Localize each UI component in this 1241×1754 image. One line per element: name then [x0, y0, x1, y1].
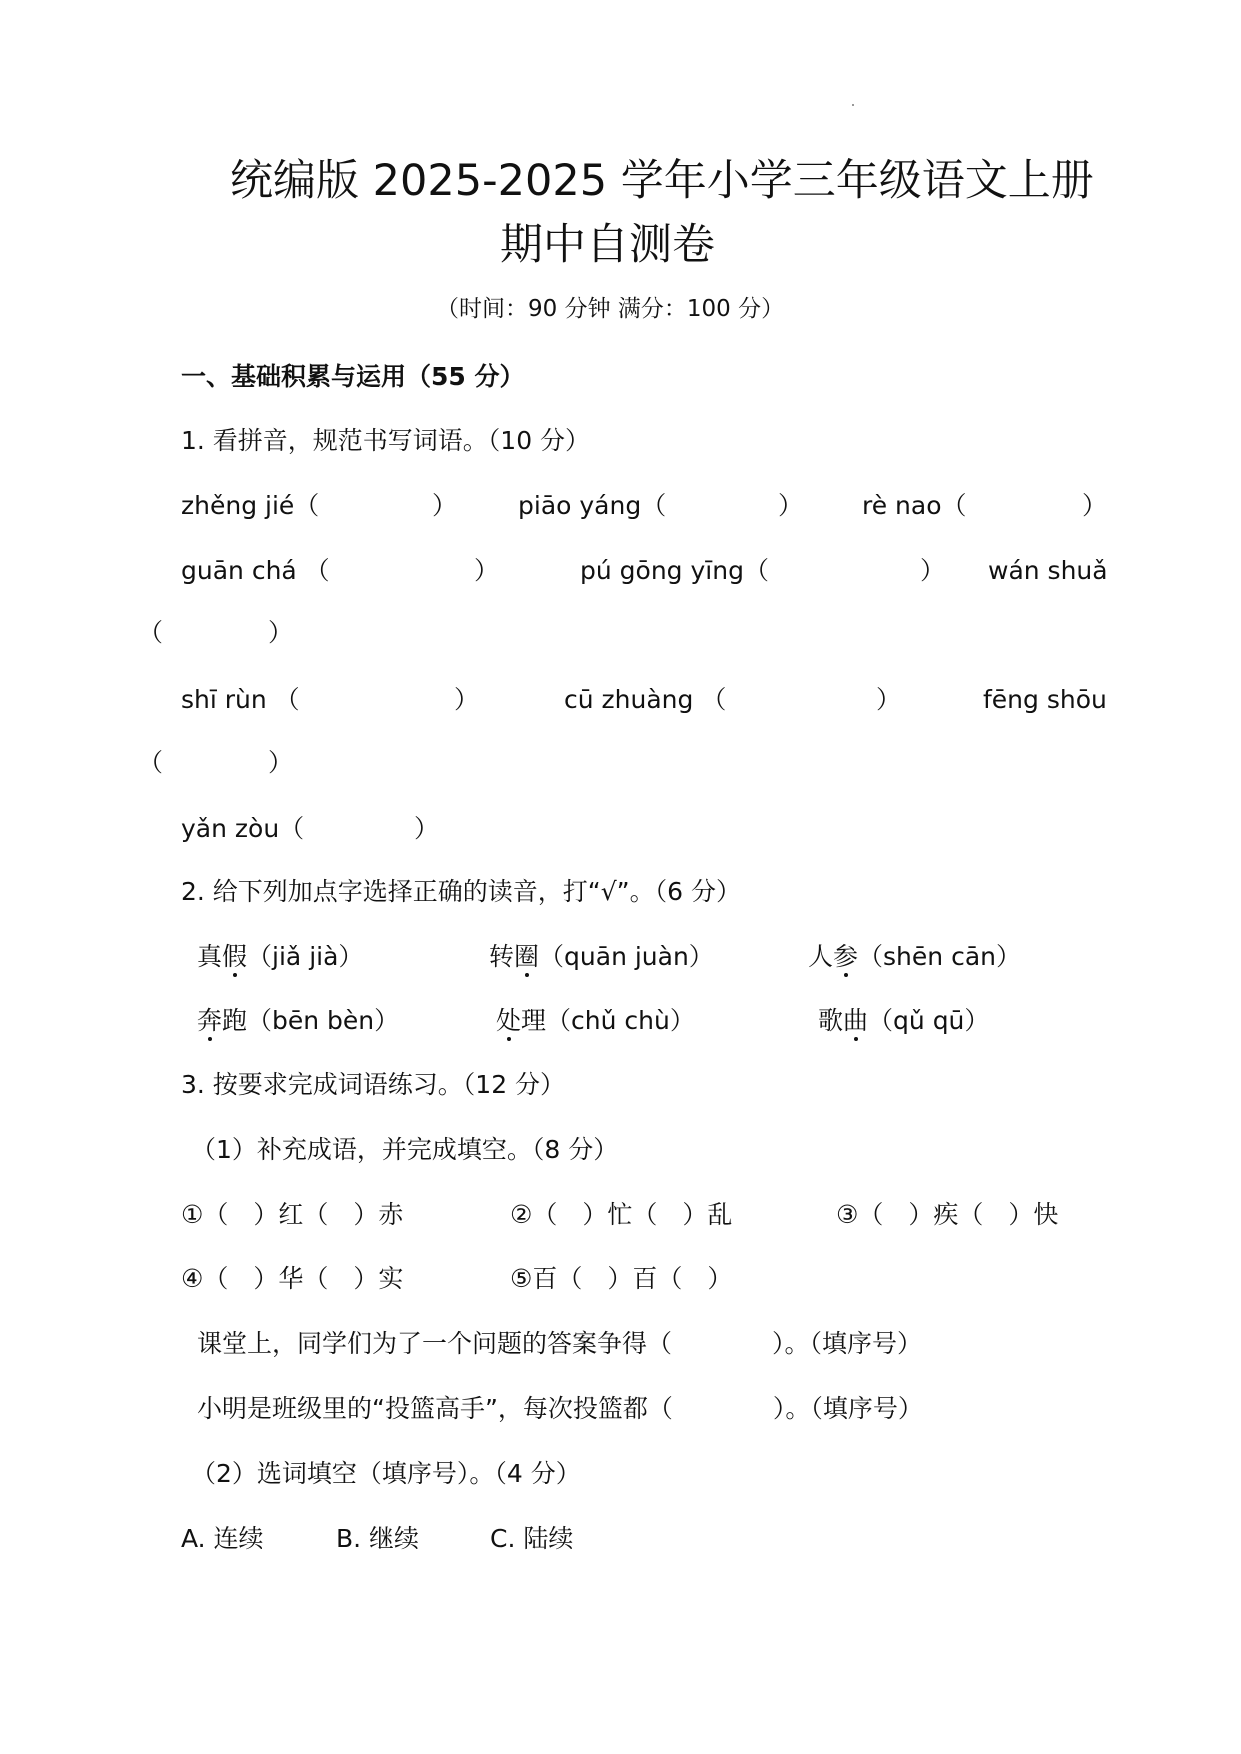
- reading-item: [818, 1008, 989, 1033]
- answer-paren-close: ）: [778, 491, 804, 520]
- answer-paren-close: ）: [432, 491, 458, 520]
- reading-item: [808, 944, 1021, 969]
- scan-speck: [852, 104, 854, 106]
- pinyin-item: pú gōng yīng（: [580, 556, 769, 585]
- title-line-1: 统编版 2025-2025 学年小学三年级语文上册: [230, 156, 1094, 206]
- idiom-item: ①（ ）红（ ）赤: [181, 1200, 404, 1229]
- idiom-item: ③（ ）疾（ ）快: [836, 1200, 1059, 1229]
- reading-char: 人: [808, 942, 834, 971]
- reading-item: [496, 1008, 695, 1033]
- dotted-char: 曲: [843, 1006, 869, 1035]
- pinyin-item: rè nao（: [862, 491, 967, 520]
- reading-char: 真: [197, 942, 223, 971]
- answer-paren-close: ）: [268, 748, 294, 777]
- word-option: C. 陆续: [490, 1524, 574, 1553]
- pinyin-item: yǎn zòu（: [181, 814, 305, 843]
- answer-paren-close: ）: [454, 685, 480, 714]
- answer-paren-open: （: [138, 618, 164, 647]
- pinyin-item: wán shuǎ: [988, 556, 1108, 585]
- question-1-prompt: 1. 看拼音，规范书写词语。（10 分）: [181, 426, 591, 455]
- reading-item: [197, 944, 363, 969]
- answer-paren-close: ）: [474, 556, 500, 585]
- answer-paren-close: ）: [268, 618, 294, 647]
- reading-options: （shēn cān）: [858, 942, 1021, 971]
- reading-char: 歌: [818, 1006, 844, 1035]
- answer-paren-close: ）: [876, 685, 902, 714]
- reading-options: （jiǎ jià）: [247, 942, 364, 971]
- reading-options: （qǔ qū）: [868, 1006, 990, 1035]
- dotted-char: 圈: [514, 942, 540, 971]
- reading-options: 理（chǔ chù）: [521, 1006, 695, 1035]
- pinyin-item: fēng shōu: [983, 685, 1107, 714]
- idiom-item: ④（ ）华（ ）实: [181, 1264, 404, 1293]
- reading-options: 跑（bēn bèn）: [222, 1006, 400, 1035]
- question-3-part-1-prompt: （1）补充成语，并完成填空。（8 分）: [191, 1135, 619, 1164]
- fill-in-sentence: 小明是班级里的“投篮高手”，每次投篮都（ ）。（填序号）: [197, 1394, 923, 1423]
- pinyin-item: shī rùn （: [181, 685, 300, 714]
- word-option: A. 连续: [181, 1524, 264, 1553]
- dotted-char: 参: [833, 942, 859, 971]
- dotted-char: 假: [222, 942, 248, 971]
- reading-options: （quān juàn）: [539, 942, 714, 971]
- question-2-prompt: 2. 给下列加点字选择正确的读音，打“√”。（6 分）: [181, 877, 741, 906]
- reading-item: [197, 1008, 399, 1033]
- reading-item: [489, 944, 714, 969]
- pinyin-item: piāo yáng（: [518, 491, 667, 520]
- answer-paren-open: （: [138, 748, 164, 777]
- word-option: B. 继续: [336, 1524, 420, 1553]
- question-3-prompt: 3. 按要求完成词语练习。（12 分）: [181, 1070, 566, 1099]
- section-heading: 一、基础积累与运用（55 分）: [181, 362, 525, 391]
- title-line-2: 期中自测卷: [500, 220, 715, 270]
- pinyin-item: zhěng jié（: [181, 491, 320, 520]
- dotted-char: 奔: [197, 1006, 223, 1035]
- idiom-item: ②（ ）忙（ ）乱: [510, 1200, 733, 1229]
- reading-char: 转: [489, 942, 515, 971]
- exam-meta: （时间：90 分钟 满分：100 分）: [436, 296, 785, 322]
- pinyin-item: cū zhuàng （: [564, 685, 727, 714]
- answer-paren-close: ）: [1082, 491, 1108, 520]
- question-3-part-2-prompt: （2）选词填空（填序号）。（4 分）: [191, 1459, 581, 1488]
- answer-paren-close: ）: [414, 814, 440, 843]
- dotted-char: 处: [496, 1006, 522, 1035]
- pinyin-item: guān chá （: [181, 556, 330, 585]
- idiom-item: ⑤百（ ）百（ ）: [510, 1264, 733, 1293]
- answer-paren-close: ）: [920, 556, 946, 585]
- fill-in-sentence: 课堂上，同学们为了一个问题的答案争得（ ）。（填序号）: [197, 1329, 923, 1358]
